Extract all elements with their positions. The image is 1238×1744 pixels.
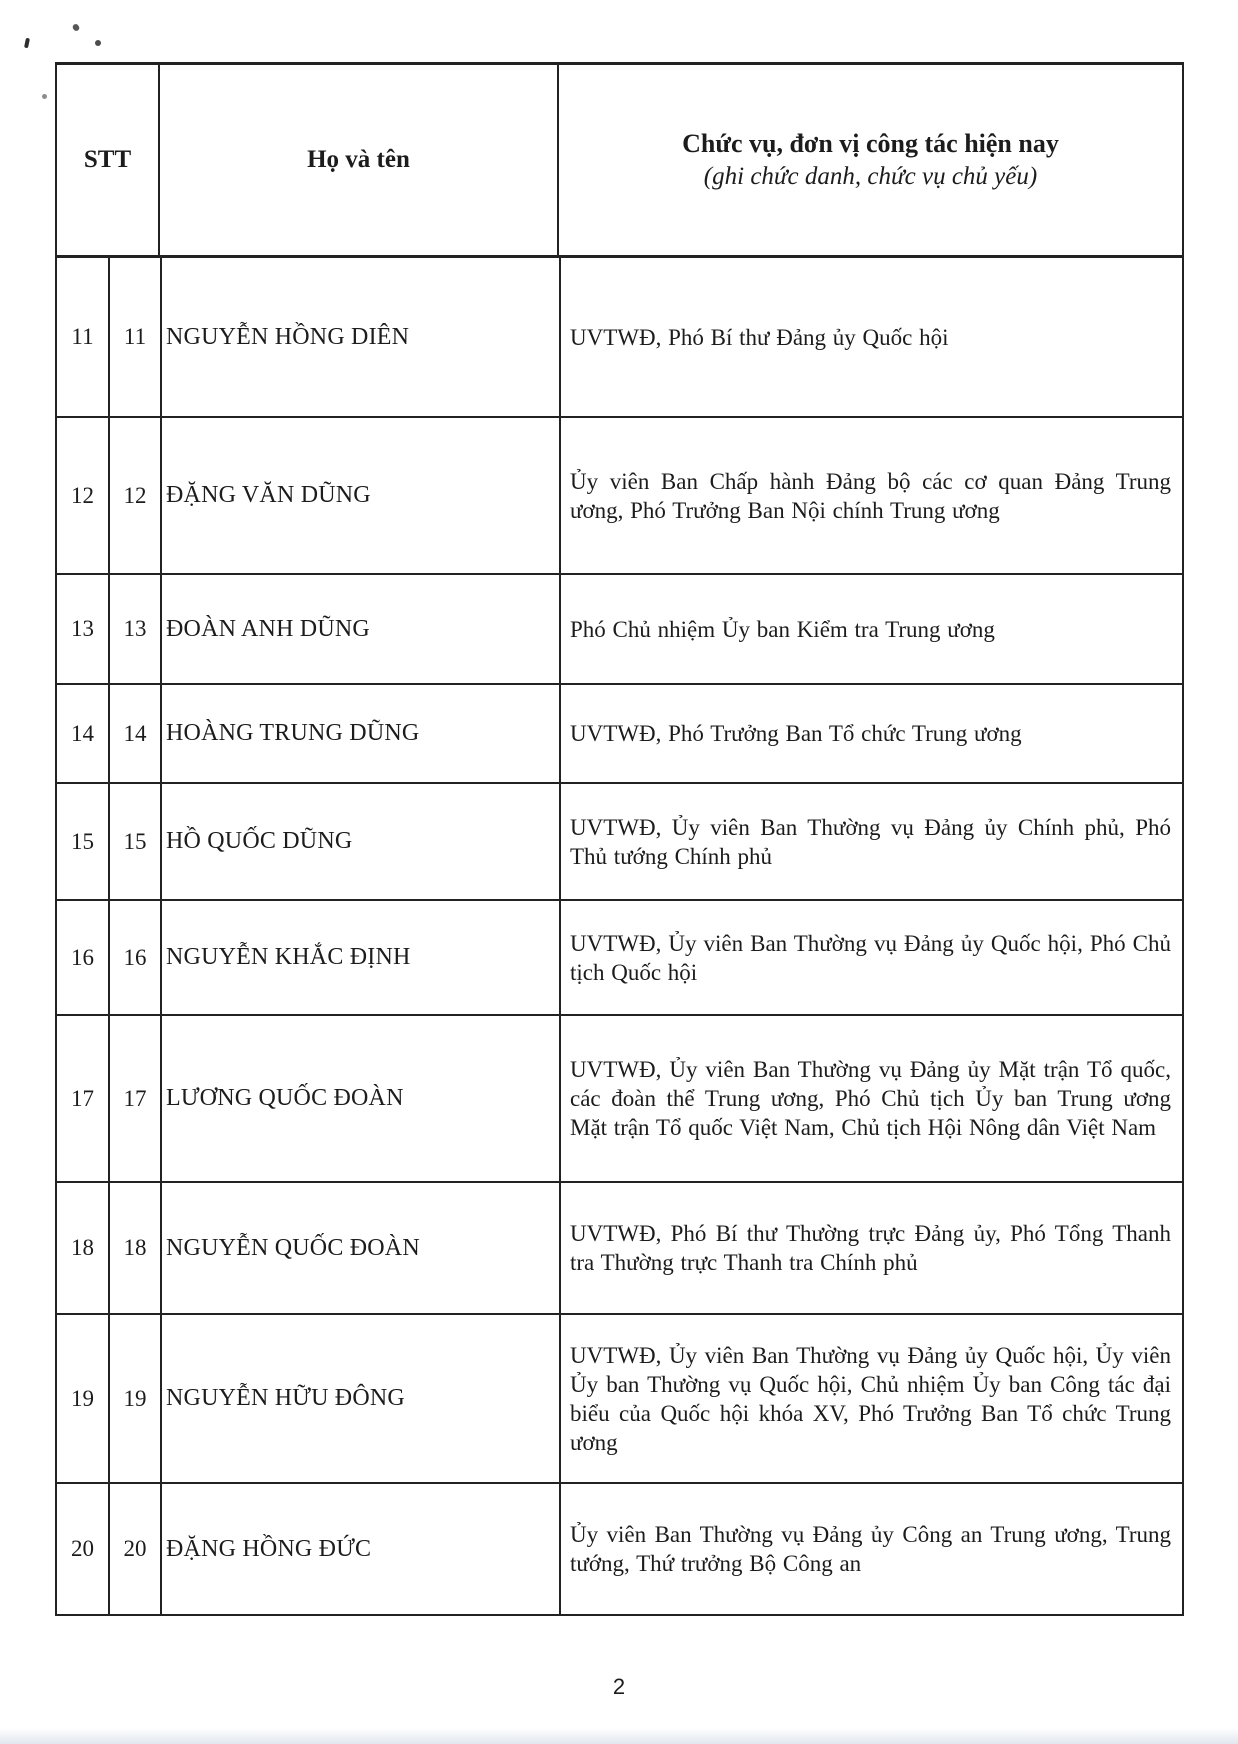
row-number-right: 11 [123, 324, 147, 349]
row-name-cell [162, 1016, 561, 1181]
header-stt-label: STT [83, 146, 132, 173]
row-name-cell [162, 1183, 561, 1313]
person-position: UVTWĐ, Phó Bí thư Thường trực Đảng ủy, Phó Tổng Thanh tra Thường trực Thanh tra Chính phủ [570, 1221, 1171, 1275]
row-number-cell-right [110, 258, 162, 416]
row-position-cell [561, 1484, 1182, 1614]
person-position: UVTWĐ, Ủy viên Ban Thường vụ Đảng ủy Chính phủ, Phó Thủ tướng Chính phủ [570, 814, 1171, 869]
table-row [57, 1315, 1182, 1484]
person-name: NGUYỄN QUỐC ĐOÀN [166, 1234, 420, 1261]
row-number-cell-right [110, 901, 162, 1014]
row-name-cell [162, 1315, 561, 1482]
row-number-right: 18 [123, 1235, 147, 1260]
row-number-right: 14 [123, 720, 147, 746]
personnel-table [55, 62, 1184, 1616]
person-position: Phó Chủ nhiệm Ủy ban Kiểm tra Trung ương [570, 616, 995, 642]
scanner-edge-shadow [0, 1728, 1238, 1744]
person-name: LƯƠNG QUỐC ĐOÀN [166, 1085, 404, 1111]
row-number-left: 11 [71, 324, 94, 349]
scan-speckle [95, 40, 101, 46]
row-name-cell [162, 1484, 561, 1614]
table-row [57, 901, 1182, 1016]
header-cell-name [160, 65, 559, 255]
person-name: NGUYỄN HỮU ĐÔNG [166, 1385, 405, 1411]
table-row [57, 575, 1182, 685]
person-position: UVTWĐ, Phó Bí thư Đảng ủy Quốc hội [570, 324, 949, 350]
row-number-left: 13 [71, 616, 94, 641]
header-cell-stt [57, 65, 160, 255]
header-name-label: Họ và tên [307, 146, 410, 173]
row-number-cell-right [110, 575, 162, 683]
row-number-cell-right [110, 418, 162, 573]
header-position-title: Chức vụ, đơn vị công tác hiện nay [682, 129, 1059, 158]
scan-speckle [72, 23, 81, 32]
row-number-cell-left [57, 418, 110, 573]
row-number-right: 17 [123, 1085, 147, 1111]
scan-speckle [24, 38, 30, 49]
row-position-cell [561, 575, 1182, 683]
row-number-left: 15 [71, 828, 94, 854]
row-name-cell [162, 784, 561, 899]
table-row [57, 784, 1182, 901]
row-name-cell [162, 418, 561, 573]
header-position-subtitle: (ghi chức danh, chức vụ chủ yếu) [703, 163, 1038, 190]
person-name: NGUYỄN KHẮC ĐỊNH [166, 944, 411, 970]
person-name: ĐẶNG HỒNG ĐỨC [166, 1535, 372, 1562]
person-position: Ủy viên Ban Thường vụ Đảng ủy Công an Trung ương, Trung tướng, Thứ trưởng Bộ Công an [570, 1522, 1171, 1576]
scan-speckle [42, 94, 47, 99]
row-number-cell-right [110, 784, 162, 899]
row-number-cell-left [57, 1484, 110, 1614]
row-number-right: 12 [123, 482, 147, 508]
row-number-left: 17 [71, 1085, 94, 1111]
row-name-cell [162, 258, 561, 416]
person-position: UVTWĐ, Ủy viên Ban Thường vụ Đảng ủy Quốc hội, Ủy viên Ủy ban Thường vụ Quốc hội, Chủ nhiệm Ủy ban Công tác đại biểu của Quốc hội khóa XV, Phó Trưởng Ban Tổ chức Trung ương [570, 1342, 1171, 1455]
table-row [57, 1016, 1182, 1183]
row-position-cell [561, 685, 1182, 782]
row-number-left: 14 [71, 720, 94, 746]
person-name: HỒ QUỐC DŨNG [166, 828, 353, 854]
header-cell-position [559, 65, 1182, 255]
row-number-cell-left [57, 1016, 110, 1181]
row-number-left: 18 [71, 1235, 94, 1260]
row-number-cell-right [110, 1016, 162, 1181]
row-number-cell-left [57, 1183, 110, 1313]
table-header-row [57, 65, 1182, 258]
row-name-cell [162, 901, 561, 1014]
row-number-cell-right [110, 685, 162, 782]
table-row [57, 418, 1182, 575]
person-position: UVTWĐ, Ủy viên Ban Thường vụ Đảng ủy Mặt trận Tổ quốc, các đoàn thể Trung ương, Phó Chủ tịch Ủy ban Trung ương Mặt trận Tổ quốc Việt Nam, Chủ tịch Hội Nông dân Việt Nam [570, 1057, 1171, 1140]
row-position-cell [561, 258, 1182, 416]
page-number: 2 [612, 1674, 626, 1699]
row-position-cell [561, 784, 1182, 899]
table-row [57, 258, 1182, 418]
person-position: UVTWĐ, Phó Trưởng Ban Tổ chức Trung ương [570, 721, 1022, 746]
table-row [57, 1183, 1182, 1315]
row-position-cell [561, 418, 1182, 573]
row-number-left: 19 [71, 1385, 94, 1411]
row-number-cell-right [110, 1484, 162, 1614]
row-name-cell [162, 685, 561, 782]
row-name-cell [162, 575, 561, 683]
person-position: Ủy viên Ban Chấp hành Đảng bộ các cơ quan Đảng Trung ương, Phó Trưởng Ban Nội chính Trung ương [570, 468, 1171, 523]
person-name: ĐẶNG VĂN DŨNG [166, 482, 371, 508]
table-row [57, 1484, 1182, 1614]
row-number-cell-right [110, 1183, 162, 1313]
row-number-left: 12 [71, 482, 94, 508]
row-number-cell-left [57, 575, 110, 683]
row-number-right: 15 [123, 828, 147, 854]
person-name: ĐOÀN ANH DŨNG [166, 615, 370, 642]
row-number-cell-left [57, 784, 110, 899]
row-number-cell-left [57, 1315, 110, 1482]
row-position-cell [561, 1183, 1182, 1313]
row-number-cell-right [110, 1315, 162, 1482]
row-number-cell-left [57, 901, 110, 1014]
row-position-cell [561, 1016, 1182, 1181]
row-position-cell [561, 1315, 1182, 1482]
table-row [57, 685, 1182, 784]
table-body [57, 258, 1182, 1614]
row-number-cell-left [57, 685, 110, 782]
row-number-right: 19 [123, 1385, 147, 1411]
row-number-right: 13 [123, 616, 147, 641]
row-number-cell-left [57, 258, 110, 416]
row-number-left: 16 [71, 944, 94, 970]
person-name: HOÀNG TRUNG DŨNG [166, 720, 420, 746]
row-number-left: 20 [71, 1536, 94, 1561]
row-number-right: 20 [123, 1536, 147, 1561]
person-position: UVTWĐ, Ủy viên Ban Thường vụ Đảng ủy Quốc hội, Phó Chủ tịch Quốc hội [570, 930, 1171, 985]
row-position-cell [561, 901, 1182, 1014]
person-name: NGUYỄN HỒNG DIÊN [166, 323, 410, 350]
row-number-right: 16 [123, 944, 147, 970]
